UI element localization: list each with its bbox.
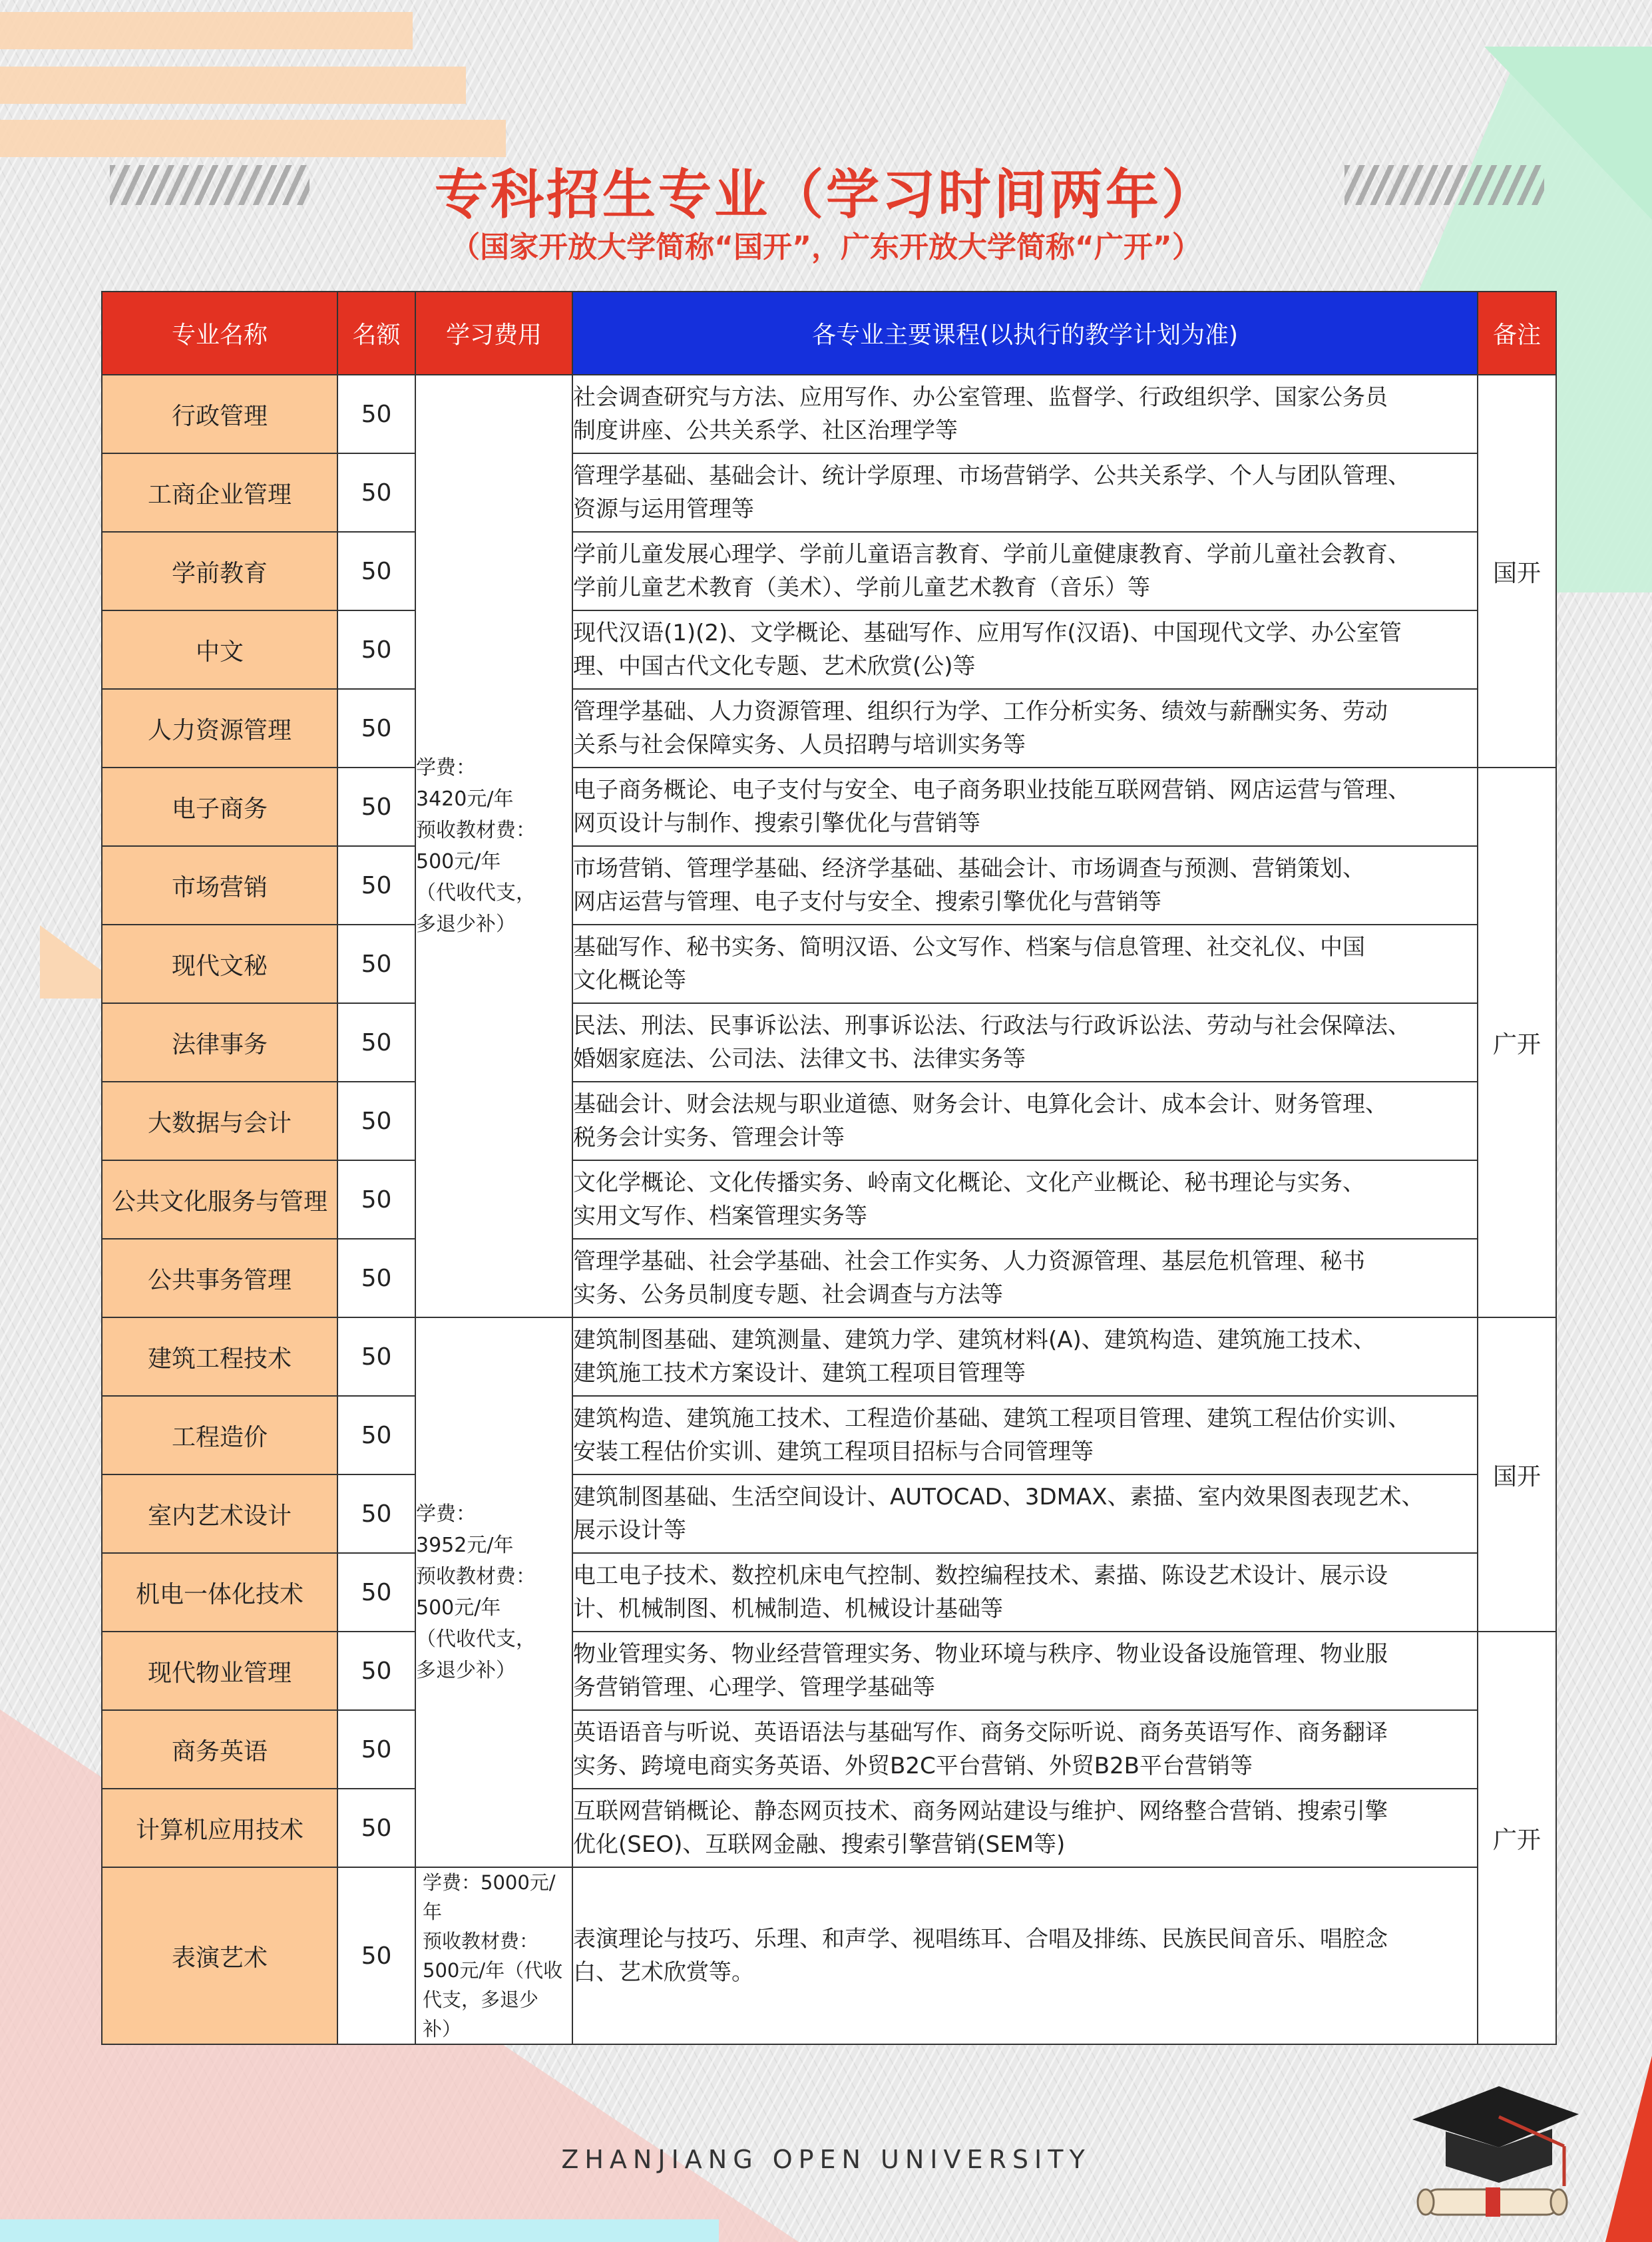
- major-name: 现代文秘: [102, 925, 337, 1003]
- course-list: [572, 1632, 1478, 1710]
- course-line: 税务会计实务、管理会计等: [573, 1124, 845, 1151]
- table-row: [102, 1867, 1556, 2044]
- course-list: [572, 768, 1478, 846]
- course-list: [572, 1789, 1478, 1867]
- course-line: 实务、公务员制度专题、社会调查与方法等: [573, 1281, 1003, 1308]
- course-list: [572, 1710, 1478, 1789]
- major-name: 中文: [102, 610, 337, 689]
- major-quota: 50: [337, 925, 415, 1003]
- major-name: 行政管理: [102, 375, 337, 453]
- course-line: 文化概论等: [573, 967, 686, 994]
- fee-line: （代收代支，: [416, 881, 536, 905]
- table-row: [102, 768, 1556, 846]
- fee-cell: [415, 1867, 572, 2044]
- fee-line: 多退少补）: [416, 913, 516, 936]
- fee-line: 多退少补）: [416, 1659, 516, 1682]
- major-quota: 50: [337, 1553, 415, 1632]
- major-quota: 50: [337, 768, 415, 846]
- major-name: 工程造价: [102, 1396, 337, 1474]
- course-list: [572, 1003, 1478, 1082]
- course-line: 安装工程估价实训、建筑工程项目招标与合同管理等: [573, 1439, 1094, 1465]
- fee-line: 3420元/年: [416, 787, 514, 811]
- course-line: 建筑制图基础、生活空间设计、AUTOCAD、3DMAX、素描、室内效果图表现艺术、: [573, 1484, 1424, 1510]
- major-quota: 50: [337, 1003, 415, 1082]
- major-quota: 50: [337, 1396, 415, 1474]
- table-row: [102, 1082, 1556, 1160]
- course-line: 民法、刑法、民事诉讼法、刑事诉讼法、行政法与行政诉讼法、劳动与社会保障法、: [573, 1012, 1410, 1039]
- fee-cell: [415, 375, 572, 1317]
- header-fee: 学习费用: [415, 292, 572, 375]
- fee-line: 学费：: [416, 756, 476, 780]
- course-line: 社会调查研究与方法、应用写作、办公室管理、监督学、行政组织学、国家公务员: [573, 384, 1388, 411]
- course-line: 优化(SEO)、互联网金融、搜索引擎营销(SEM等): [573, 1831, 1066, 1858]
- bg-peach-stripe: [0, 67, 466, 104]
- course-line: 资源与运用管理等: [573, 496, 754, 523]
- major-name: 工商企业管理: [102, 453, 337, 532]
- course-list: [572, 925, 1478, 1003]
- major-name: 商务英语: [102, 1710, 337, 1789]
- course-line: 建筑制图基础、建筑测量、建筑力学、建筑材料(A)、建筑构造、建筑施工技术、: [573, 1327, 1376, 1353]
- course-line: 文化学概论、文化传播实务、岭南文化概论、文化产业概论、秘书理论与实务、: [573, 1170, 1365, 1196]
- table-header-row: [102, 292, 1556, 375]
- course-line: 实用文写作、档案管理实务等: [573, 1203, 867, 1230]
- major-quota: 50: [337, 375, 415, 453]
- course-line: 网店运营与管理、电子支付与安全、搜索引擎优化与营销等: [573, 889, 1161, 915]
- course-list: [572, 846, 1478, 925]
- graduation-cap-icon: [1399, 2073, 1585, 2226]
- major-quota: 50: [337, 1710, 415, 1789]
- course-line: 电子商务概论、电子支付与安全、电子商务职业技能互联网营销、网店运营与管理、: [573, 777, 1410, 803]
- course-line: 现代汉语(1)(2)、文学概论、基础写作、应用写作(汉语)、中国现代文学、办公室管: [573, 620, 1402, 646]
- major-name: 公共事务管理: [102, 1239, 337, 1317]
- course-list: [572, 689, 1478, 768]
- course-line: 关系与社会保障实务、人员招聘与培训实务等: [573, 732, 1026, 758]
- fee-line: 3952元/年: [416, 1534, 514, 1557]
- header-name: 专业名称: [102, 292, 337, 375]
- course-line: 物业管理实务、物业经营管理实务、物业环境与秩序、物业设备设施管理、物业服: [573, 1641, 1388, 1668]
- header-courses: 各专业主要课程(以执行的教学计划为准): [572, 292, 1478, 375]
- course-line: 电工电子技术、数控机床电气控制、数控编程技术、素描、陈设艺术设计、展示设: [573, 1562, 1388, 1589]
- course-line: 制度讲座、公共关系学、社区治理学等: [573, 417, 958, 444]
- major-name: 室内艺术设计: [102, 1474, 337, 1553]
- fee-line: 预收教材费：: [416, 1565, 536, 1588]
- course-line: 市场营销、管理学基础、经济学基础、基础会计、市场调查与预测、营销策划、: [573, 855, 1365, 882]
- course-list: [572, 375, 1478, 453]
- course-line: 管理学基础、基础会计、统计学原理、市场营销学、公共关系学、个人与团队管理、: [573, 463, 1410, 489]
- major-name: 法律事务: [102, 1003, 337, 1082]
- course-line: 表演理论与技巧、乐理、和声学、视唱练耳、合唱及排练、民族民间音乐、唱腔念: [573, 1926, 1388, 1952]
- course-line: 基础会计、财会法规与职业道德、财务会计、电算化会计、成本会计、财务管理、: [573, 1091, 1388, 1118]
- bg-peach-stripe: [0, 12, 413, 49]
- table-row: [102, 846, 1556, 925]
- bg-cyan-bar: [0, 2219, 719, 2242]
- table-row: [102, 1317, 1556, 1396]
- course-line: 网页设计与制作、搜索引擎优化与营销等: [573, 810, 980, 837]
- course-list: [572, 1474, 1478, 1553]
- table-row: [102, 1710, 1556, 1789]
- note-cell: 国开: [1478, 1317, 1556, 1632]
- fee-line: 学费：: [416, 1502, 476, 1526]
- course-list: [572, 1160, 1478, 1239]
- major-name: 人力资源管理: [102, 689, 337, 768]
- fee-line: 500元/年（代收: [423, 1959, 563, 1982]
- major-name: 市场营销: [102, 846, 337, 925]
- fee-line: 代支，多退少补）: [423, 1988, 539, 2040]
- table-row: [102, 1474, 1556, 1553]
- header-note: 备注: [1478, 292, 1556, 375]
- course-line: 建筑构造、建筑施工技术、工程造价基础、建筑工程项目管理、建筑工程估价实训、: [573, 1405, 1410, 1432]
- course-line: 建筑施工技术方案设计、建筑工程项目管理等: [573, 1360, 1026, 1387]
- major-quota: 50: [337, 453, 415, 532]
- table-row: [102, 1239, 1556, 1317]
- major-name: 电子商务: [102, 768, 337, 846]
- table-row: [102, 689, 1556, 768]
- course-line: 英语语音与听说、英语语法与基础写作、商务交际听说、商务英语写作、商务翻译: [573, 1719, 1388, 1746]
- table-row: [102, 1553, 1556, 1632]
- table-row: [102, 1003, 1556, 1082]
- course-list: [572, 532, 1478, 610]
- table-row: [102, 1632, 1556, 1710]
- header-quota: 名额: [337, 292, 415, 375]
- page-title: 专科招生专业（学习时间两年）: [435, 164, 1217, 226]
- major-quota: 50: [337, 1632, 415, 1710]
- course-line: 互联网营销概论、静态网页技术、商务网站建设与维护、网络整合营销、搜索引擎: [573, 1798, 1388, 1825]
- course-line: 实务、跨境电商实务英语、外贸B2C平台营销、外贸B2B平台营销等: [573, 1753, 1253, 1779]
- fee-line: （代收代支，: [416, 1628, 536, 1651]
- fee-line: 500元/年: [416, 850, 501, 873]
- table-row: [102, 532, 1556, 610]
- note-cell: 广开: [1478, 768, 1556, 1317]
- fee-line: 预收教材费：: [423, 1930, 539, 1952]
- footer-university-name: ZHANJIANG OPEN UNIVERSITY: [561, 2145, 1091, 2174]
- major-name: 大数据与会计: [102, 1082, 337, 1160]
- course-list: [572, 1239, 1478, 1317]
- course-list: [572, 1553, 1478, 1632]
- fee-cell: [415, 1317, 572, 1867]
- course-list: [572, 1396, 1478, 1474]
- table-row: [102, 453, 1556, 532]
- major-quota: 50: [337, 1867, 415, 2044]
- major-quota: 50: [337, 1160, 415, 1239]
- table-row: [102, 925, 1556, 1003]
- major-name: 建筑工程技术: [102, 1317, 337, 1396]
- major-quota: 50: [337, 610, 415, 689]
- course-line: 管理学基础、人力资源管理、组织行为学、工作分析实务、绩效与薪酬实务、劳动: [573, 698, 1388, 725]
- course-list: [572, 1082, 1478, 1160]
- fee-line: 500元/年: [416, 1596, 501, 1620]
- diploma-scroll-icon: [1418, 2187, 1567, 2217]
- course-line: 计、机械制图、机械制造、机械设计基础等: [573, 1596, 1003, 1622]
- major-name: 学前教育: [102, 532, 337, 610]
- course-list: [572, 1317, 1478, 1396]
- table-row: [102, 375, 1556, 453]
- course-line: 白、艺术欣赏等。: [573, 1959, 754, 1986]
- major-quota: 50: [337, 1082, 415, 1160]
- major-quota: 50: [337, 532, 415, 610]
- course-line: 学前儿童发展心理学、学前儿童语言教育、学前儿童健康教育、学前儿童社会教育、: [573, 541, 1410, 568]
- course-list: [572, 453, 1478, 532]
- fee-line: 预收教材费：: [416, 819, 536, 842]
- table-row: [102, 1396, 1556, 1474]
- major-name: 机电一体化技术: [102, 1553, 337, 1632]
- course-line: 婚姻家庭法、公司法、法律文书、法律实务等: [573, 1046, 1026, 1072]
- course-line: 管理学基础、社会学基础、社会工作实务、人力资源管理、基层危机管理、秘书: [573, 1248, 1365, 1275]
- course-line: 基础写作、秘书实务、简明汉语、公文写作、档案与信息管理、社交礼仪、中国: [573, 934, 1365, 961]
- major-name: 表演艺术: [102, 1867, 337, 2044]
- course-list: [572, 1867, 1478, 2044]
- major-quota: 50: [337, 1317, 415, 1396]
- major-name: 现代物业管理: [102, 1632, 337, 1710]
- course-line: 务营销管理、心理学、管理学基础等: [573, 1674, 935, 1701]
- note-cell: 广开: [1478, 1632, 1556, 2044]
- major-name: 计算机应用技术: [102, 1789, 337, 1867]
- course-list: [572, 610, 1478, 689]
- major-quota: 50: [337, 1474, 415, 1553]
- major-quota: 50: [337, 689, 415, 768]
- majors-table: [101, 291, 1557, 2045]
- major-quota: 50: [337, 1239, 415, 1317]
- course-line: 学前儿童艺术教育（美术）、学前儿童艺术教育（音乐）等: [573, 574, 1150, 601]
- major-quota: 50: [337, 846, 415, 925]
- course-line: 展示设计等: [573, 1517, 686, 1544]
- table-row: [102, 1160, 1556, 1239]
- major-name: 公共文化服务与管理: [102, 1160, 337, 1239]
- table-row: [102, 610, 1556, 689]
- note-cell: 国开: [1478, 375, 1556, 768]
- page-subtitle: （国家开放大学简称“国开”，广东开放大学简称“广开”）: [451, 230, 1201, 264]
- major-quota: 50: [337, 1789, 415, 1867]
- fee-line: 学费：5000元/年: [423, 1871, 556, 1923]
- table-row: [102, 1789, 1556, 1867]
- course-line: 理、中国古代文化专题、艺术欣赏(公)等: [573, 653, 976, 680]
